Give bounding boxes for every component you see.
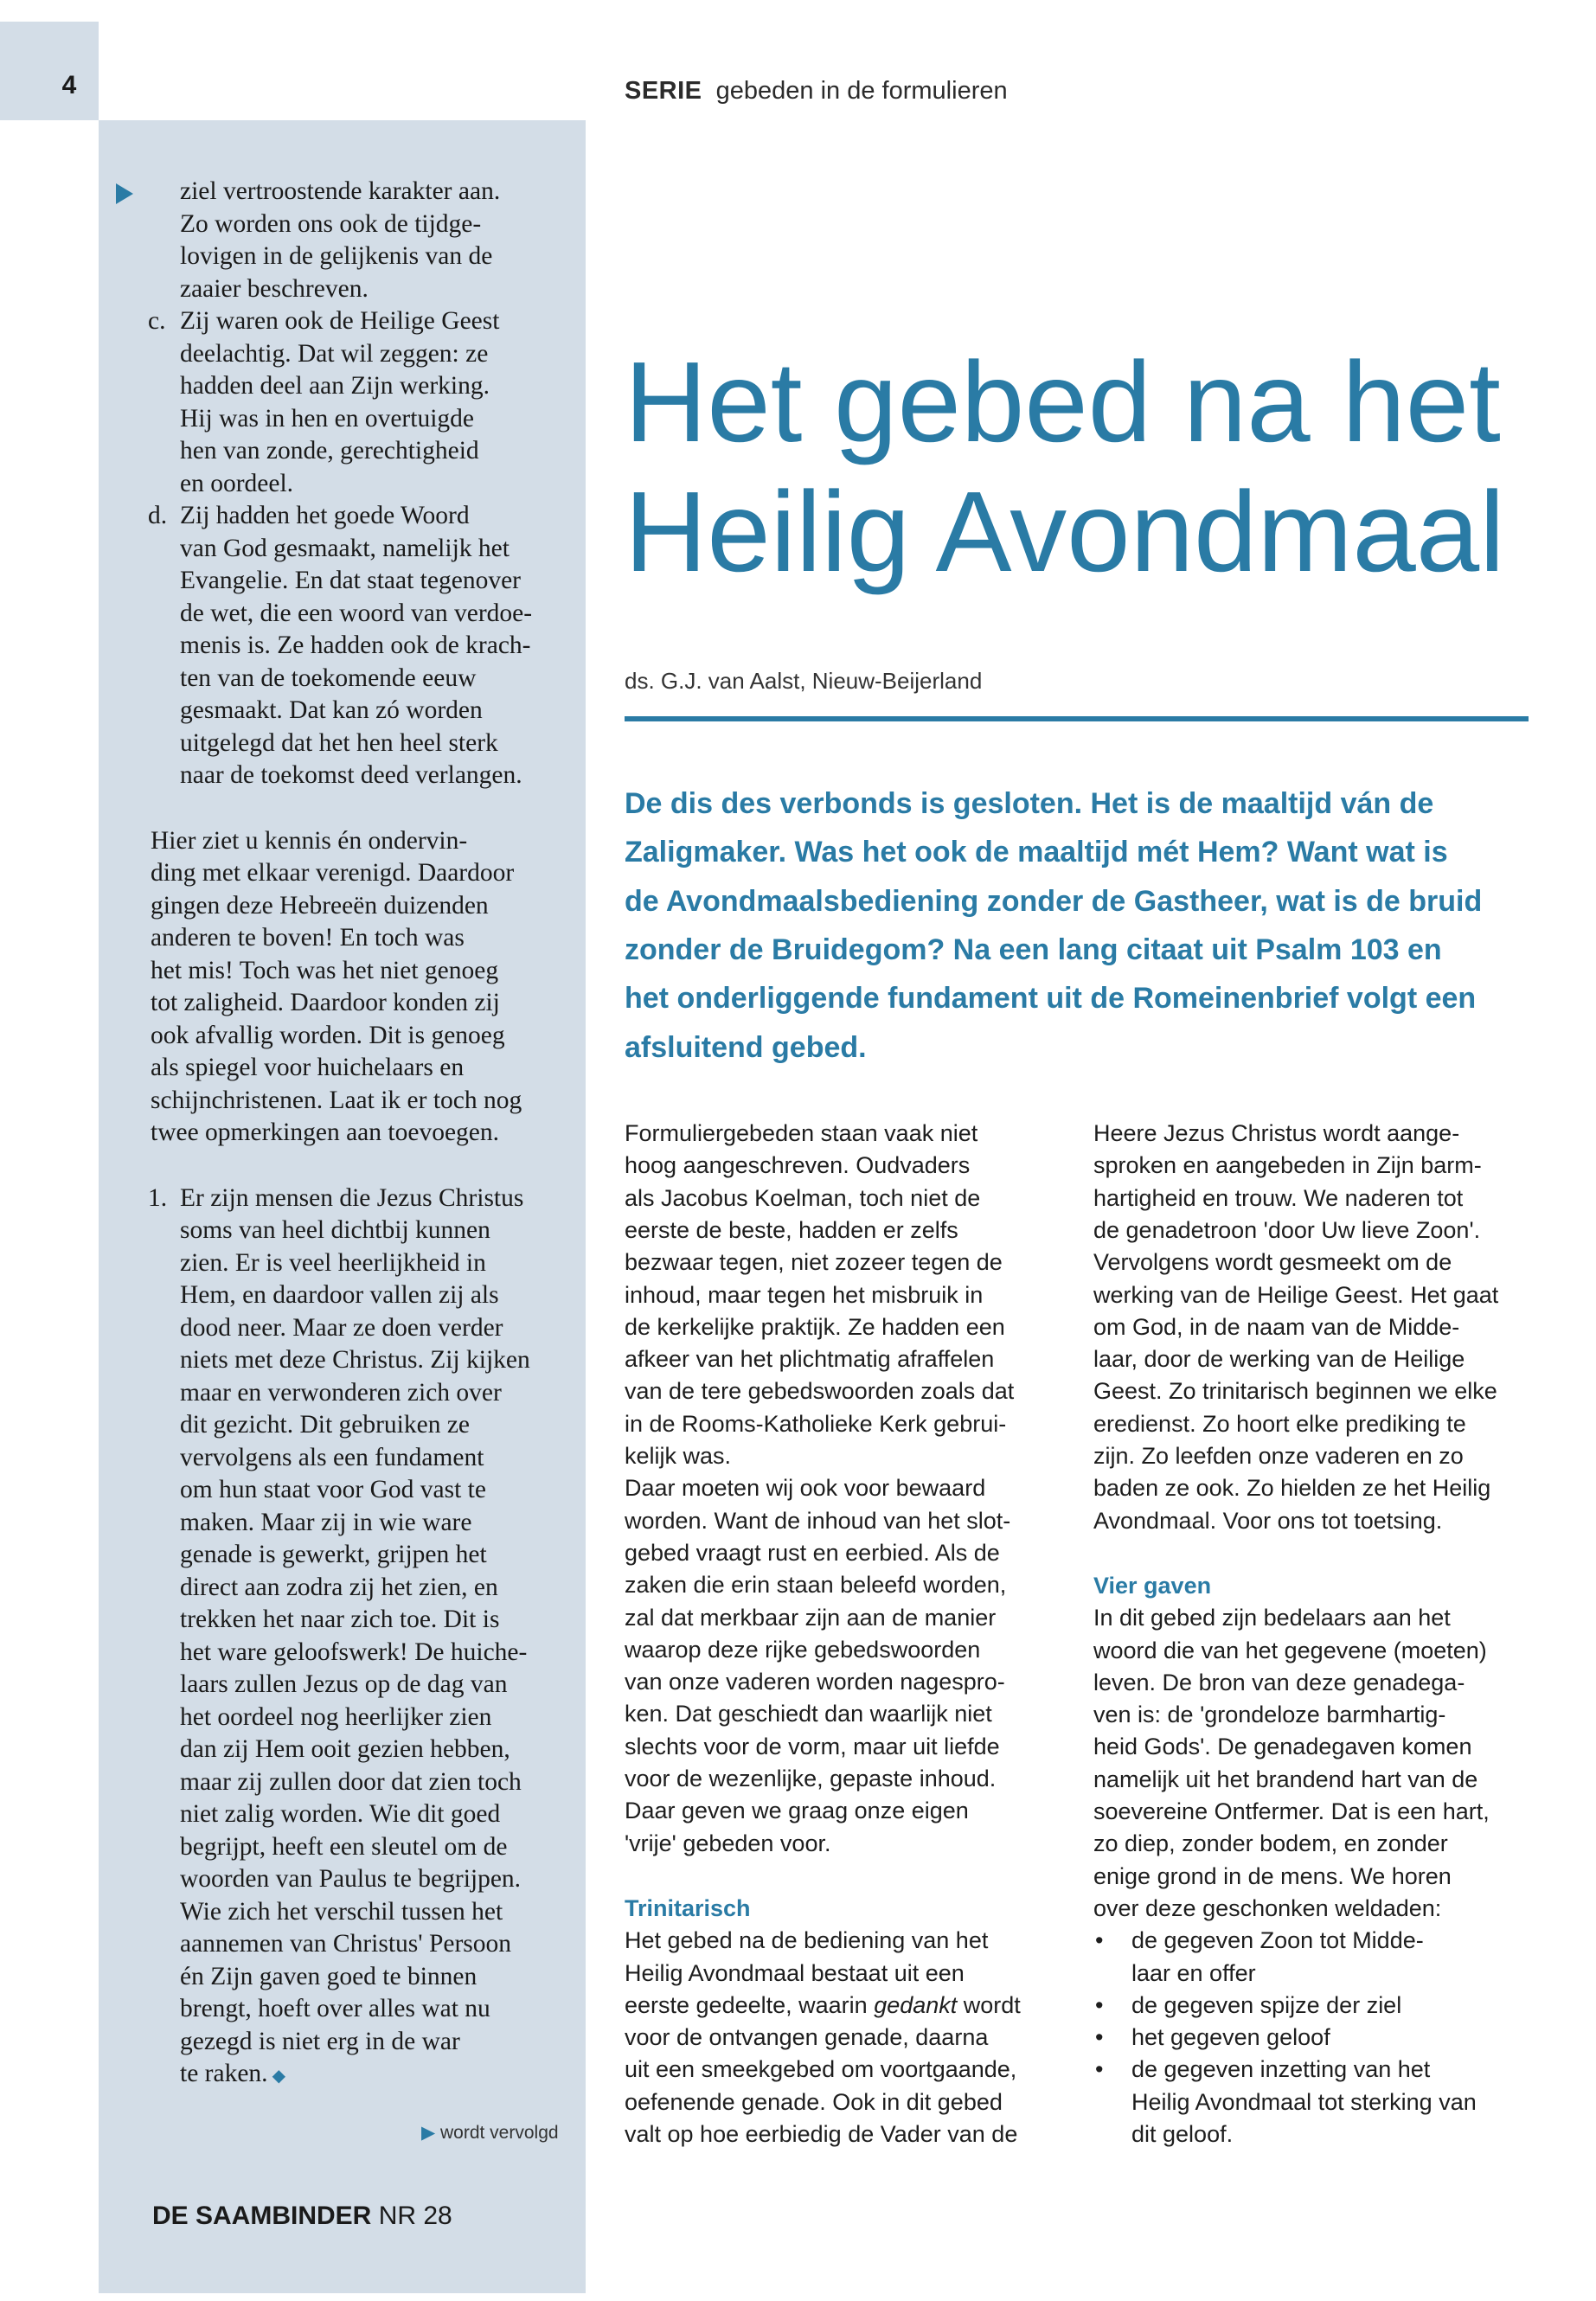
- body-line: zal dat merkbaar zijn aan de manier: [625, 1604, 997, 1631]
- body-line: Het gebed na de bediening van het: [625, 1927, 989, 1954]
- sidebar-line: en oordeel.: [180, 469, 294, 497]
- body-line: kelijk was.: [625, 1443, 732, 1469]
- intro-line: de Avondmaalsbediening zonder de Gastheer, wat is de bruid: [625, 884, 1483, 918]
- list-marker: d.: [148, 502, 168, 529]
- sidebar-line: menis is. Ze hadden ook de krach-: [180, 631, 531, 659]
- sidebar-line: brengt, hoeft over alles wat nu: [180, 1995, 490, 2022]
- body-line: woord die van het gegevene (moeten): [1093, 1637, 1487, 1663]
- title-line-2: Heilig Avondmaal: [625, 468, 1505, 595]
- body-line: zaken die erin staan beleefd worden,: [625, 1572, 1007, 1599]
- footer-issue: NR 28: [378, 2202, 452, 2230]
- sidebar-line: tot zaligheid. Daardoor konden zij: [151, 989, 500, 1016]
- body-line: werking van de Heilige Geest. Het gaat: [1093, 1281, 1499, 1308]
- sidebar-line: trekken het naar zich toe. Dit is: [180, 1606, 500, 1633]
- bullet-line: het gegeven geloof: [1131, 2024, 1330, 2051]
- continue-arrow-icon: [116, 183, 133, 204]
- list-marker: c.: [148, 307, 166, 335]
- body-line: soevereine Ontfermer. Dat is een hart,: [1093, 1798, 1490, 1824]
- byline: ds. G.J. van Aalst, Nieuw-Beijerland: [625, 668, 983, 694]
- footer-magazine: DE SAAMBINDER: [152, 2202, 372, 2230]
- body-line: de genadetroon 'door Uw lieve Zoon'.: [1093, 1216, 1481, 1243]
- sidebar-line: ten van de toekomende eeuw: [180, 663, 477, 692]
- body-line: 'vrije' gebeden voor.: [625, 1830, 831, 1856]
- bullet-icon: •: [1095, 1991, 1104, 2018]
- body-line: In dit gebed zijn bedelaars aan het: [1093, 1605, 1451, 1631]
- sidebar-line: het oordeel nog heerlijker zien: [180, 1702, 492, 1731]
- sidebar-line: de wet, die een woord van verdoe-: [180, 599, 533, 627]
- intro-line: Zaligmaker. Was het ook de maaltijd mét Hem? Want wat is: [625, 836, 1448, 869]
- sidebar-line: gesmaakt. Dat kan zó worden: [180, 696, 483, 724]
- body-line: heid Gods'. De genadegaven komen: [1093, 1734, 1472, 1760]
- body-line: laar, door de werking van de Heilige: [1093, 1346, 1465, 1373]
- sidebar-line: van God gesmaakt, namelijk het: [180, 534, 510, 562]
- sidebar-line: hadden deel aan Zijn werking.: [180, 372, 490, 400]
- intro-line: het onderliggende fundament uit de Romeinenbrief volgt een: [625, 982, 1477, 1016]
- body-line: zijn. Zo leefden onze vaderen en zo: [1093, 1443, 1464, 1469]
- intro-line: zonder de Bruidegom? Na een lang citaat uit Psalm 103 en: [625, 933, 1442, 966]
- sidebar-line: niet zalig worden. Wie dit goed: [180, 1800, 501, 1828]
- bullet-line: Heilig Avondmaal tot sterking van: [1131, 2088, 1477, 2115]
- title-line-1: Het gebed na het: [625, 338, 1501, 465]
- bullet-line: de gegeven Zoon tot Midde-: [1131, 1927, 1424, 1954]
- sidebar-line: vervolgens als een fundament: [180, 1443, 484, 1471]
- body-line: hartigheid en trouw. We naderen tot: [1093, 1184, 1464, 1211]
- sidebar-line: Er zijn mensen die Jezus Christus: [180, 1183, 524, 1212]
- title-rule: [625, 716, 1529, 721]
- body-line: enige grond in de mens. We horen: [1093, 1862, 1452, 1889]
- page-number: 4: [61, 71, 77, 99]
- sidebar-line: dit gezicht. Dit gebruiken ze: [180, 1411, 471, 1439]
- body-line: Geest. Zo trinitarisch beginnen we elke: [1093, 1378, 1497, 1405]
- sidebar-line: het mis! Toch was het niet genoeg: [151, 956, 499, 984]
- sidebar-line: én Zijn gaven goed te binnen: [180, 1962, 478, 1990]
- sidebar-line: schijnchristenen. Laat ik er toch nog: [151, 1086, 522, 1114]
- series-header: [625, 77, 1008, 106]
- body-line: waarop deze rijke gebedswoorden: [625, 1636, 981, 1663]
- sidebar-line: zien. Er is veel heerlijkheid in: [180, 1248, 486, 1277]
- body-line: zo diep, zonder bodem, en zonder: [1093, 1830, 1448, 1857]
- body-line: Daar moeten wij ook voor bewaard: [625, 1475, 986, 1502]
- sidebar-line: niets met deze Christus. Zij kijken: [180, 1346, 530, 1374]
- body-line: eerste de beste, hadden er zelfs: [625, 1216, 958, 1243]
- body-line: van de tere gebedswoorden zoals dat: [625, 1378, 1015, 1405]
- body-line: Daar geven we graag onze eigen: [625, 1798, 969, 1824]
- body-line: gebed vraagt rust en eerbied. Als de: [625, 1539, 1000, 1566]
- body-line: baden ze ook. Zo hielden ze het Heilig: [1093, 1475, 1491, 1502]
- body-line: afkeer van het plichtmatig afraffelen: [625, 1346, 995, 1373]
- bullet-line: laar en offer: [1131, 1959, 1256, 1986]
- body-line: om God, in de naam van de Midde-: [1093, 1313, 1460, 1340]
- body-line: leven. De bron van deze genadega-: [1093, 1669, 1465, 1695]
- sidebar-line: hen van zonde, gerechtigheid: [180, 437, 479, 465]
- series-topic: gebeden in de formulieren: [715, 77, 1008, 105]
- bullet-icon: •: [1095, 2056, 1104, 2083]
- continued-note: [421, 2122, 559, 2144]
- sidebar-line: dood neer. Maar ze doen verder: [180, 1313, 503, 1342]
- sidebar-line: begrijpt, heeft een sleutel om de: [180, 1832, 508, 1861]
- body-line: van onze vaderen worden nagespro-: [625, 1669, 1005, 1695]
- sidebar-line: zaaier beschreven.: [180, 274, 369, 303]
- sidebar-line: ook afvallig worden. Dit is genoeg: [151, 1021, 505, 1049]
- body-line: ken. Dat geschiedt dan waarlijk niet: [625, 1701, 992, 1727]
- body-line: Heere Jezus Christus wordt aange-: [1093, 1120, 1460, 1146]
- sidebar-line: Hij was in hen en overtuigde: [180, 404, 474, 433]
- body-line: in de Rooms-Katholieke Kerk gebrui-: [625, 1410, 1007, 1437]
- body-line: als Jacobus Koelman, toch niet de: [625, 1184, 981, 1211]
- continued-label: wordt vervolgd: [440, 2123, 559, 2143]
- body-line: Formuliergebeden staan vaak niet: [625, 1120, 978, 1146]
- body-line: eerste gedeelte, waarin gedankt wordt: [625, 1991, 1021, 2018]
- sidebar-line: naar de toekomst deed verlangen.: [180, 761, 522, 789]
- sidebar-line: laars zullen Jezus op de dag van: [180, 1670, 508, 1698]
- intro-line: afsluitend gebed.: [625, 1030, 867, 1064]
- body-line: worden. Want de inhoud van het slot-: [625, 1507, 1011, 1534]
- sidebar-line: als spiegel voor huichelaars en: [151, 1054, 465, 1081]
- sidebar-line: deelachtig. Dat wil zeggen: ze: [180, 339, 489, 368]
- sidebar-line: lovigen in de gelijkenis van de: [180, 242, 493, 270]
- body-line: Vervolgens wordt gesmeekt om de: [1093, 1249, 1452, 1276]
- body-line: de kerkelijke praktijk. Ze hadden een: [625, 1313, 1005, 1340]
- sidebar-line: soms van heel dichtbij kunnen: [180, 1216, 490, 1244]
- bullet-line: dit geloof.: [1131, 2121, 1234, 2147]
- sidebar-line: Hem, en daardoor vallen zij als: [180, 1281, 499, 1309]
- sidebar-line: om hun staat voor God vast te: [180, 1476, 486, 1503]
- sidebar-line: twee opmerkingen aan toevoegen.: [151, 1118, 500, 1146]
- intro-line: De dis des verbonds is gesloten. Het is de maaltijd ván de: [625, 787, 1434, 820]
- bullet-line: de gegeven inzetting van het: [1131, 2056, 1431, 2083]
- sidebar-line: Wie zich het verschil tussen het: [180, 1897, 503, 1926]
- sidebar-line: woorden van Paulus te begrijpen.: [180, 1865, 522, 1893]
- sidebar-line: Zo worden ons ook de tijdge-: [180, 209, 482, 238]
- body-line: sproken en aangebeden in Zijn barm-: [1093, 1152, 1482, 1179]
- sidebar-line: ding met elkaar verenigd. Daardoor: [151, 859, 515, 887]
- sidebar-line: gezegd is niet erg in de war: [180, 2027, 460, 2055]
- sidebar-line: ziel vertroostende karakter aan.: [180, 177, 501, 205]
- body-line: ven is: de 'grondeloze barmhartig-: [1093, 1702, 1446, 1728]
- series-label: SERIE: [625, 77, 702, 105]
- sidebar-line: maar zij zullen door dat zien toch: [180, 1767, 522, 1796]
- page-title: [625, 337, 1505, 597]
- subhead-trinitarisch: Trinitarisch: [625, 1894, 751, 1921]
- sidebar-line: Zij waren ook de Heilige Geest: [180, 307, 500, 335]
- sidebar-line: uitgelegd dat het hen heel sterk: [180, 728, 498, 757]
- body-line: hoog aangeschreven. Oudvaders: [625, 1152, 971, 1179]
- sidebar-line: direct aan zodra zij het zien, en: [180, 1573, 498, 1601]
- bullet-icon: •: [1095, 2024, 1104, 2051]
- end-diamond-icon: ◆: [267, 2067, 285, 2086]
- sidebar-line: genade is gewerkt, grijpen het: [180, 1541, 487, 1568]
- body-line: bezwaar tegen, niet zozeer tegen de: [625, 1249, 1003, 1276]
- sidebar-line: Hier ziet u kennis én ondervin-: [151, 826, 468, 855]
- sidebar-line: te raken. ◆: [180, 2060, 285, 2087]
- body-line: uit een smeekgebed om voortgaande,: [625, 2056, 1017, 2083]
- bullet-icon: •: [1095, 1927, 1104, 1954]
- body-line: over deze geschonken weldaden:: [1093, 1894, 1442, 1921]
- sidebar-line: gingen deze Hebreeën duizenden: [151, 891, 489, 920]
- body-line: slechts voor de vorm, maar uit liefde: [625, 1733, 1000, 1759]
- body-line: inhoud, maar tegen het misbruik in: [625, 1281, 984, 1308]
- sidebar-line: het ware geloofswerk! De huiche-: [180, 1638, 528, 1666]
- footer: [152, 2202, 452, 2231]
- body-line: voor de wezenlijke, gepaste inhoud.: [625, 1766, 997, 1791]
- emphasis: gedankt: [874, 1991, 958, 2018]
- sidebar-line: maar en verwonderen zich over: [180, 1378, 502, 1407]
- body-line: Avondmaal. Voor ons tot toetsing.: [1093, 1507, 1443, 1534]
- sidebar-line: anderen te boven! En toch was: [151, 924, 465, 952]
- body-line: valt op hoe eerbiedig de Vader van de: [625, 2121, 1018, 2147]
- sidebar-line: dan zij Hem ooit gezien hebben,: [180, 1735, 510, 1763]
- body-line: oefenende genade. Ook in dit gebed: [625, 2088, 1003, 2115]
- continued-arrow-icon: ▶: [421, 2123, 436, 2143]
- sidebar-line: Zij hadden het goede Woord: [180, 502, 470, 529]
- bullet-line: de gegeven spijze der ziel: [1131, 1991, 1402, 2018]
- body-line: eredienst. Zo hoort elke prediking te: [1093, 1410, 1466, 1437]
- body-line: Heilig Avondmaal bestaat uit een: [625, 1959, 965, 1986]
- sidebar-line: aannemen van Christus' Persoon: [180, 1930, 512, 1958]
- body-line: voor de ontvangen genade, daarna: [625, 2024, 989, 2051]
- subhead-vier-gaven: Vier gaven: [1093, 1572, 1212, 1599]
- body-line: namelijk uit het brandend hart van de: [1093, 1766, 1478, 1792]
- list-marker: 1.: [148, 1183, 168, 1212]
- sidebar-line: maken. Maar zij in wie ware: [180, 1508, 472, 1536]
- sidebar-line: Evangelie. En dat staat tegenover: [180, 567, 521, 594]
